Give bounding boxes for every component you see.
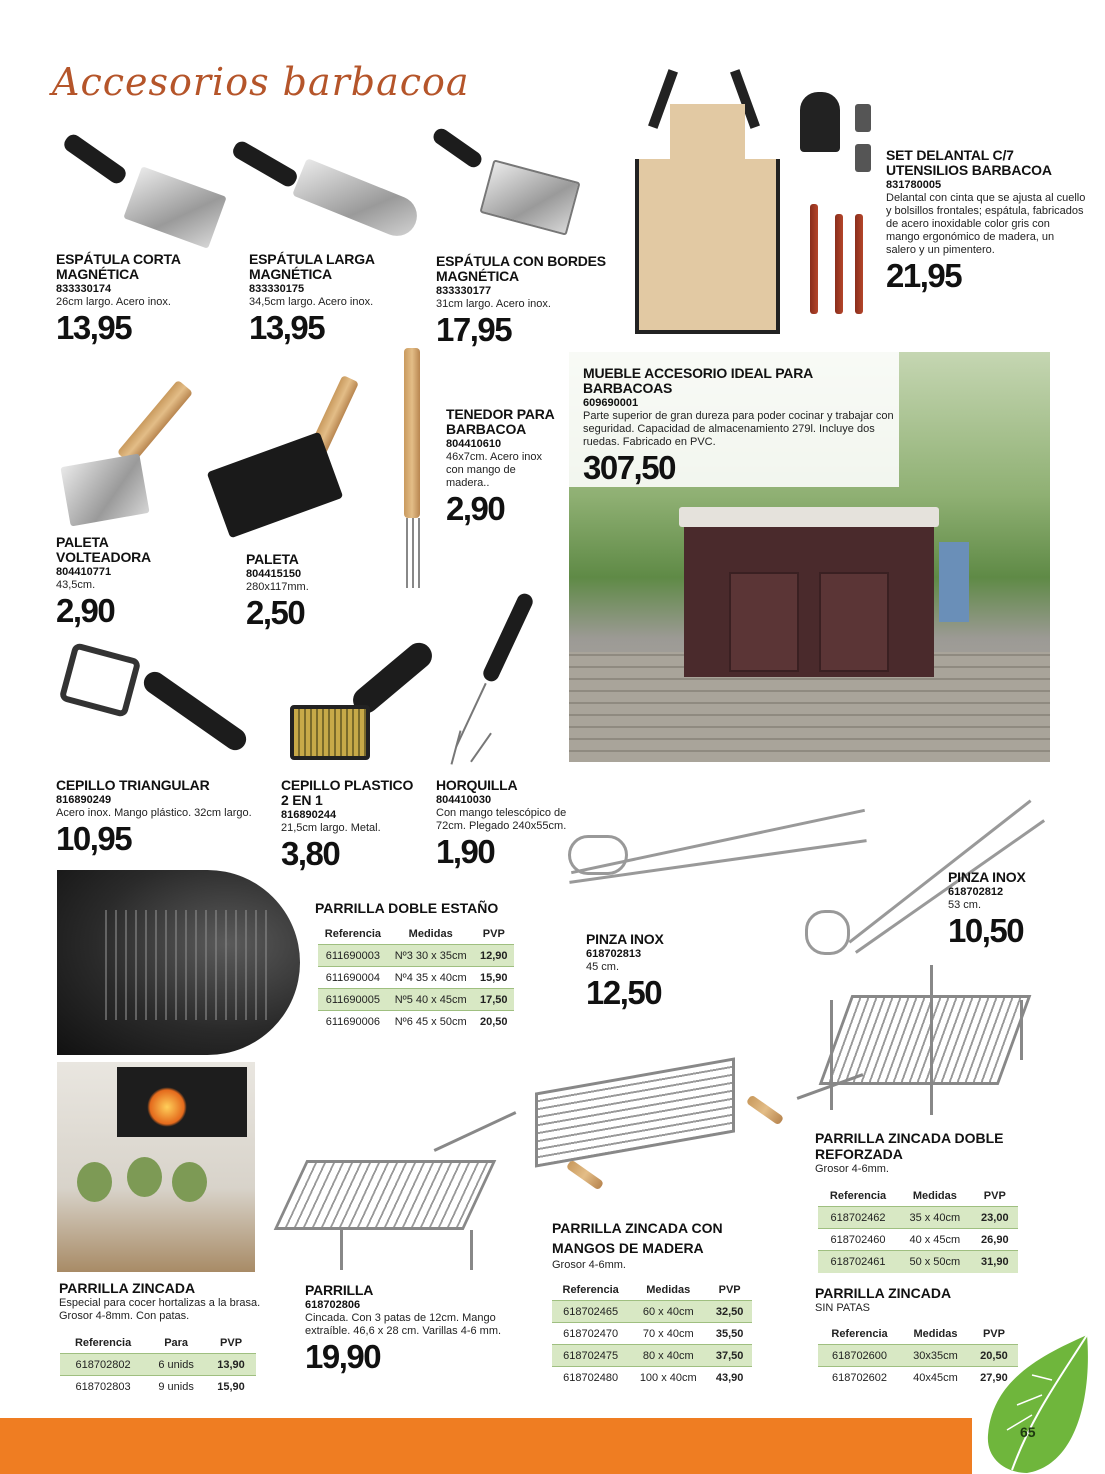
product-paleta-volteadora <box>56 535 226 628</box>
table-row <box>818 1207 1018 1229</box>
product-name: HORQUILLA <box>436 777 518 793</box>
product-desc: 43,5cm. <box>56 579 96 591</box>
col-header: Referencia <box>829 1190 887 1202</box>
product-mueble <box>583 366 903 485</box>
product-ref: 618702813 <box>586 948 642 960</box>
product-cepillo-plastico <box>281 778 421 871</box>
product-desc: Parte superior de gran dureza para poder cocinar y trabajar con seguridad. Capacidad de almacenamiento 279l. Incluye dos ruedas. Fabricado en PVC. <box>583 410 894 448</box>
table-row <box>552 1345 752 1367</box>
product-paleta <box>246 552 386 630</box>
product-cepillo-triangular <box>56 778 271 856</box>
col-header: Medidas <box>646 1284 691 1296</box>
product-ref: 804410771 <box>56 566 112 578</box>
product-ref: 816890244 <box>281 809 337 821</box>
product-desc: 34,5cm largo. Acero inox. <box>249 296 374 308</box>
col-header: Referencia <box>831 1328 888 1340</box>
product-ref: 804410030 <box>436 794 492 806</box>
espatula-corta-image <box>55 130 225 240</box>
cell-size: 30x35cm <box>901 1345 970 1367</box>
table-row <box>818 1251 1018 1273</box>
product-horquilla <box>436 778 571 869</box>
table-title: PARRILLA ZINCADA DOBLE REFORZADA <box>815 1130 1004 1162</box>
cell-size: Nº5 40 x 45cm <box>388 989 474 1011</box>
cell-ref: 618702462 <box>818 1207 898 1229</box>
product-name: PALETA <box>246 551 299 567</box>
product-desc: 53 cm. <box>948 899 982 911</box>
cell-ref: 618702465 <box>552 1301 629 1323</box>
page-number: 65 <box>1020 1424 1036 1440</box>
parrilla-doble-estano-photo <box>57 870 300 1055</box>
product-pinza-812 <box>948 870 1058 948</box>
table-row <box>552 1301 752 1323</box>
tenedor-image <box>398 348 428 593</box>
product-price: 10,50 <box>948 912 1024 949</box>
table-parrilla-doble-reforzada <box>818 1186 1018 1273</box>
cell-ref: 618702602 <box>831 1371 888 1384</box>
cell-price: 31,90 <box>972 1251 1018 1273</box>
product-parrilla-806 <box>305 1283 505 1374</box>
cell-price: 37,50 <box>707 1345 752 1367</box>
table-row <box>552 1367 752 1389</box>
cell-price: 43,90 <box>715 1371 744 1384</box>
cell-price: 35,50 <box>715 1327 744 1340</box>
product-ref: 833330174 <box>56 283 112 295</box>
table-row <box>818 1229 1018 1251</box>
product-ref: 831780005 <box>886 179 942 191</box>
table-desc: Especial para cocer hortalizas a la brasa. Grosor 4-8mm. Con patas. <box>59 1297 261 1322</box>
cell-size: 50 x 50cm <box>898 1251 972 1273</box>
col-header: PVP <box>220 1337 243 1349</box>
table-row <box>318 967 514 989</box>
cell-size: Nº4 35 x 40cm <box>394 971 467 984</box>
product-name: PALETA VOLTEADORA <box>56 534 151 565</box>
cepillo-plastico-image <box>285 640 435 775</box>
col-header: Medidas <box>913 1328 958 1340</box>
table-parrilla-mangos <box>552 1280 752 1389</box>
product-name: ESPÁTULA LARGA MAGNÉTICA <box>249 251 375 282</box>
page-title: Accesorios barbacoa <box>52 60 470 104</box>
product-espatula-corta <box>56 252 236 345</box>
espatula-larga-image <box>230 135 420 245</box>
cell-ref: 618702460 <box>830 1233 886 1246</box>
product-price: 19,90 <box>305 1338 381 1375</box>
horquilla-image <box>440 580 560 770</box>
cell-price: 23,00 <box>972 1207 1018 1229</box>
product-ref: 833330175 <box>249 283 305 295</box>
col-header: Referencia <box>74 1337 132 1349</box>
table-desc: SIN PATAS <box>815 1302 871 1314</box>
table-parrilla-hortalizas <box>60 1333 256 1398</box>
cell-price: 15,90 <box>217 1380 245 1393</box>
parrilla-mangos-image <box>515 1045 785 1195</box>
product-name: SET DELANTAL C/7 UTENSILIOS BARBACOA <box>886 147 1052 178</box>
cell-price: 13,90 <box>206 1354 256 1376</box>
product-ref: 609690001 <box>583 397 639 409</box>
col-header: PVP <box>718 1284 741 1296</box>
set-delantal-image <box>630 64 880 339</box>
cell-price: 27,90 <box>980 1371 1008 1384</box>
product-name: CEPILLO PLASTICO 2 EN 1 <box>281 777 414 808</box>
product-parrilla-mangos <box>552 1218 752 1272</box>
product-desc: Delantal con cinta que se ajusta al cuello y bolsillos frontales; espátula, fabricados de acero inoxidable color gris con mango ergonómico de madera, un salero y un pimentero. <box>886 192 1086 256</box>
product-desc: Acero inox. Mango plástico. 32cm largo. <box>56 807 252 819</box>
cell-ref: 618702470 <box>563 1327 619 1340</box>
product-name: ESPÁTULA CON BORDES MAGNÉTICA <box>436 253 606 284</box>
footer-bar <box>0 1418 972 1474</box>
cell-size: Nº3 30 x 35cm <box>388 945 474 967</box>
cell-size: 40 x 45cm <box>909 1233 961 1246</box>
cell-price: 17,50 <box>474 989 514 1011</box>
product-pinza-813 <box>586 932 716 1010</box>
product-price: 21,95 <box>886 257 962 294</box>
table-row <box>318 945 514 967</box>
cell-price: 26,90 <box>981 1233 1009 1246</box>
table-row <box>318 989 514 1011</box>
table-title: PARRILLA ZINCADA <box>815 1285 952 1301</box>
cell-size: 70 x 40cm <box>642 1327 694 1340</box>
product-espatula-bordes <box>436 254 616 347</box>
table-title: PARRILLA ZINCADA CON MANGOS DE MADERA <box>552 1220 723 1256</box>
product-name: MUEBLE ACCESORIO IDEAL PARA BARBACOAS <box>583 365 813 396</box>
table-title: PARRILLA DOBLE ESTAÑO <box>315 900 499 916</box>
product-ref: 816890249 <box>56 794 112 806</box>
col-header: Referencia <box>324 928 382 940</box>
product-desc: 21,5cm largo. Metal. <box>281 822 381 834</box>
paleta-image <box>205 370 385 540</box>
product-desc: 31cm largo. Acero inox. <box>436 298 551 310</box>
cell-size: 35 x 40cm <box>898 1207 972 1229</box>
cell-size: 60 x 40cm <box>629 1301 707 1323</box>
cell-ref: 618702600 <box>818 1345 901 1367</box>
product-price: 3,80 <box>281 835 340 872</box>
product-desc: Cincada. Con 3 patas de 12cm. Mango extraíble. 46,6 x 28 cm. Varillas 4-6 mm. <box>305 1312 502 1337</box>
product-price: 17,95 <box>436 311 512 348</box>
product-set-delantal <box>886 148 1086 293</box>
leaf-icon <box>982 1335 1094 1474</box>
cell-size: 40x45cm <box>913 1371 958 1384</box>
product-name: ESPÁTULA CORTA MAGNÉTICA <box>56 251 181 282</box>
parrilla-hortalizas-photo <box>57 1062 255 1272</box>
product-price: 307,50 <box>583 449 675 486</box>
cell-price: 12,90 <box>474 945 514 967</box>
product-price: 10,95 <box>56 820 132 857</box>
product-price: 2,90 <box>56 592 115 629</box>
table-row <box>318 1011 514 1033</box>
cell-price: 20,50 <box>970 1345 1018 1367</box>
product-parrilla-doble-reforzada <box>815 1130 1015 1176</box>
col-header: Medidas <box>912 1190 957 1202</box>
cell-price: 15,90 <box>480 971 508 984</box>
cell-size: 100 x 40cm <box>639 1371 697 1384</box>
product-ref: 804410610 <box>446 438 502 450</box>
product-price: 1,90 <box>436 833 495 870</box>
cell-qty: 6 unids <box>146 1354 206 1376</box>
col-header: PVP <box>983 1190 1006 1202</box>
product-price: 13,95 <box>56 309 132 346</box>
col-header: PVP <box>482 928 505 940</box>
cell-ref: 611690003 <box>318 945 388 967</box>
cell-ref: 618702803 <box>75 1380 131 1393</box>
cell-ref: 611690005 <box>318 989 388 1011</box>
cell-ref: 618702461 <box>818 1251 898 1273</box>
table-title: PARRILLA ZINCADA <box>59 1280 196 1296</box>
product-desc: 46x7cm. Acero inox con mango de madera.. <box>446 451 542 489</box>
product-tenedor <box>446 407 556 526</box>
cell-size: 80 x 40cm <box>629 1345 707 1367</box>
product-price: 2,50 <box>246 594 305 631</box>
col-header: Referencia <box>562 1284 619 1296</box>
cell-ref: 611690004 <box>325 971 381 984</box>
cell-ref: 618702475 <box>552 1345 629 1367</box>
product-name: PINZA INOX <box>586 931 664 947</box>
product-name: PINZA INOX <box>948 869 1026 885</box>
product-price: 12,50 <box>586 974 662 1011</box>
product-desc: 26cm largo. Acero inox. <box>56 296 171 308</box>
cell-price: 20,50 <box>480 1015 508 1028</box>
product-ref: 833330177 <box>436 285 492 297</box>
cell-ref: 618702802 <box>60 1354 146 1376</box>
product-name: TENEDOR PARA BARBACOA <box>446 406 555 437</box>
col-header: Para <box>164 1337 189 1349</box>
product-name: CEPILLO TRIANGULAR <box>56 777 210 793</box>
espatula-bordes-image <box>430 125 580 235</box>
table-row <box>60 1376 256 1398</box>
product-espatula-larga <box>249 252 429 345</box>
product-desc: 280x117mm. <box>246 581 309 593</box>
table-parrilla-doble-estano <box>318 924 514 1033</box>
product-desc: Con mango telescópico de 72cm. Plegado 240x55cm. <box>436 807 567 832</box>
col-header: PVP <box>982 1328 1005 1340</box>
paleta-volteadora-image <box>60 365 210 530</box>
cell-ref: 618702480 <box>563 1371 619 1384</box>
table-desc: Grosor 4-6mm. <box>552 1259 626 1271</box>
product-price: 13,95 <box>249 309 325 346</box>
col-header: Medidas <box>408 928 453 940</box>
table-row <box>60 1354 256 1376</box>
product-desc: 45 cm. <box>586 961 620 973</box>
cell-price: 32,50 <box>707 1301 752 1323</box>
cepillo-triangular-image <box>55 645 255 775</box>
parrilla-806-image <box>280 1120 520 1270</box>
table-desc: Grosor 4-6mm. <box>815 1163 889 1175</box>
product-ref: 618702806 <box>305 1299 361 1311</box>
product-parrilla-sin-patas <box>815 1285 1015 1315</box>
product-parrilla-hortalizas <box>59 1280 269 1323</box>
product-name: PARRILLA <box>305 1282 374 1298</box>
table-row <box>552 1323 752 1345</box>
product-ref: 618702812 <box>948 886 1004 898</box>
cell-size: Nº6 45 x 50cm <box>394 1015 467 1028</box>
product-ref: 804415150 <box>246 568 302 580</box>
parrilla-doble-reforzada-image <box>795 960 1035 1125</box>
product-price: 2,90 <box>446 490 505 527</box>
cell-ref: 611690006 <box>325 1015 381 1028</box>
cell-qty: 9 unids <box>158 1380 194 1393</box>
